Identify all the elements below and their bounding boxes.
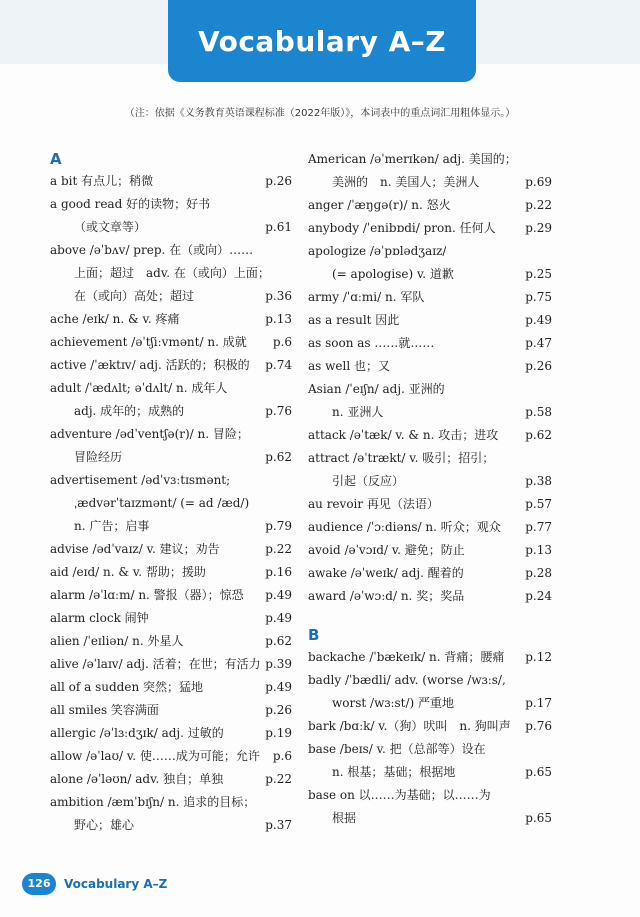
section-letter: B bbox=[308, 626, 320, 644]
page-ref: p.26 bbox=[265, 174, 292, 188]
vocab-entry bbox=[50, 722, 292, 745]
vocab-entry bbox=[50, 308, 292, 331]
vocab-entry bbox=[50, 170, 292, 193]
page-ref: p.19 bbox=[265, 726, 292, 740]
page-ref: p.17 bbox=[525, 696, 552, 710]
entry-text: anger /ˈæŋɡə(r)/ n. 怒火 bbox=[308, 198, 451, 212]
vocab-entry bbox=[50, 768, 292, 791]
page-ref: p.13 bbox=[265, 312, 292, 326]
entry-continuation bbox=[50, 216, 292, 239]
entry-continuation bbox=[50, 814, 292, 837]
page-ref: p.79 bbox=[265, 519, 292, 533]
vocab-entry bbox=[308, 240, 552, 263]
section-gap bbox=[308, 608, 552, 624]
entry-continuation bbox=[308, 401, 552, 424]
vocab-entry bbox=[308, 148, 552, 171]
entry-text: as a result 因此 bbox=[308, 313, 400, 327]
vocab-entry bbox=[308, 669, 552, 692]
page-ref: p.13 bbox=[525, 543, 552, 557]
vocab-entry bbox=[308, 738, 552, 761]
entry-text: audience /ˈɔːdiəns/ n. 听众；观众 bbox=[308, 520, 501, 534]
entry-text: 美洲的 n. 美国人；美洲人 bbox=[332, 175, 480, 189]
vocab-entry bbox=[308, 378, 552, 401]
page-ref bbox=[548, 240, 552, 263]
left-column bbox=[50, 148, 292, 837]
page-ref: p.65 bbox=[525, 765, 552, 779]
vocab-entry bbox=[308, 424, 552, 447]
page-ref: p.57 bbox=[525, 497, 552, 511]
vocab-entry bbox=[50, 561, 292, 584]
entry-text: adult /ˈædʌlt; əˈdʌlt/ n. 成年人 bbox=[50, 381, 228, 395]
entry-text: adj. 成年的；成熟的 bbox=[74, 404, 185, 418]
page-ref bbox=[288, 262, 292, 285]
page-ref: p.37 bbox=[265, 818, 292, 832]
entry-text: ambition /æmˈbɪʃn/ n. 追求的目标； bbox=[50, 795, 256, 809]
entry-continuation bbox=[50, 262, 292, 285]
entry-text: awake /əˈweɪk/ adj. 醒着的 bbox=[308, 566, 464, 580]
page-ref: p.75 bbox=[525, 290, 552, 304]
vocab-entry bbox=[50, 239, 292, 262]
entry-text: as well 也；又 bbox=[308, 359, 390, 373]
entry-text: n. 广告；启事 bbox=[74, 519, 150, 533]
section-letter: A bbox=[50, 150, 62, 168]
vocab-entry bbox=[308, 286, 552, 309]
vocab-entry bbox=[50, 745, 292, 768]
vocab-entry bbox=[50, 699, 292, 722]
entry-text: badly /ˈbædli/ adv. (worse /wɜːs/, bbox=[308, 673, 506, 687]
entry-text: attack /əˈtæk/ v. & n. 攻击；进攻 bbox=[308, 428, 499, 442]
entry-text: 根据 bbox=[332, 811, 357, 825]
page-ref: p.38 bbox=[525, 474, 552, 488]
entry-text: active /ˈæktɪv/ adj. 活跃的；积极的 bbox=[50, 358, 250, 372]
entry-text: au revoir 再见（法语） bbox=[308, 497, 439, 511]
page-ref: p.6 bbox=[272, 335, 292, 349]
page-ref bbox=[288, 469, 292, 492]
page-ref: p.61 bbox=[265, 220, 292, 234]
entry-text: worst /wɜːst/) 严重地 bbox=[332, 696, 455, 710]
entry-text: all smiles 笑容满面 bbox=[50, 703, 159, 717]
page-ref: p.74 bbox=[265, 358, 292, 372]
page-ref: p.22 bbox=[525, 198, 552, 212]
vocab-entry bbox=[50, 469, 292, 492]
vocab-entry bbox=[308, 646, 552, 669]
page-ref: p.49 bbox=[265, 611, 292, 625]
vocab-entry bbox=[50, 607, 292, 630]
page-ref: p.49 bbox=[525, 313, 552, 327]
entry-text: apologize /əˈpɒlədʒaɪz/ bbox=[308, 244, 447, 258]
page-title: Vocabulary A–Z bbox=[197, 24, 447, 58]
entry-text: achievement /əˈtʃiːvmənt/ n. 成就 bbox=[50, 335, 247, 349]
entry-continuation bbox=[50, 400, 292, 423]
vocab-entry bbox=[308, 562, 552, 585]
vocab-entry bbox=[50, 584, 292, 607]
entry-text: base /beɪs/ v. 把（总部等）设在 bbox=[308, 742, 486, 756]
footer bbox=[22, 873, 167, 895]
entry-text: ache /eɪk/ n. & v. 疼痛 bbox=[50, 312, 180, 326]
entry-text: 上面；超过 adv. 在（或向）上面； bbox=[74, 266, 270, 280]
vocab-entry bbox=[308, 309, 552, 332]
entry-text: allow /əˈlaʊ/ v. 使……成为可能；允许 bbox=[50, 749, 260, 763]
entry-text: 在（或向）高处；超过 bbox=[74, 289, 195, 303]
vocab-entry bbox=[308, 332, 552, 355]
page-ref bbox=[548, 148, 552, 171]
vocab-entry bbox=[308, 194, 552, 217]
entry-text: aid /eɪd/ n. & v. 帮助；援助 bbox=[50, 565, 206, 579]
entry-text: alarm clock 闹钟 bbox=[50, 611, 149, 625]
page-ref: p.49 bbox=[265, 588, 292, 602]
page-ref: p.16 bbox=[265, 565, 292, 579]
entry-text: alarm /əˈlɑːm/ n. 警报（器）；惊恐 bbox=[50, 588, 244, 602]
note-text: （注：依据《义务教育英语课程标准（2022年版）》，本词表中的重点词汇用粗体显示。） bbox=[124, 108, 516, 119]
page-ref: p.26 bbox=[525, 359, 552, 373]
vocab-entry bbox=[308, 585, 552, 608]
entry-text: allergic /əˈlɜːdʒɪk/ adj. 过敏的 bbox=[50, 726, 224, 740]
entry-text: 引起（反应） bbox=[332, 474, 405, 488]
vocab-entry bbox=[50, 354, 292, 377]
page-ref: p.62 bbox=[525, 428, 552, 442]
vocab-entry bbox=[308, 355, 552, 378]
entry-text: avoid /əˈvɔɪd/ v. 避免；防止 bbox=[308, 543, 465, 557]
entry-text: ˌædvərˈtaɪzmənt/ (= ad /æd/) bbox=[74, 496, 250, 510]
entry-text: a bit 有点儿；稍微 bbox=[50, 174, 154, 188]
page-ref: p.58 bbox=[525, 405, 552, 419]
vocab-entry bbox=[308, 516, 552, 539]
vocab-entry bbox=[50, 653, 292, 676]
vocab-entry bbox=[308, 217, 552, 240]
entry-text: advise /ədˈvaɪz/ v. 建议；劝告 bbox=[50, 542, 220, 556]
page-ref: p.24 bbox=[525, 589, 552, 603]
page-ref: p.39 bbox=[265, 657, 292, 671]
entry-text: 冒险经历 bbox=[74, 450, 123, 464]
entry-continuation bbox=[308, 470, 552, 493]
page-ref bbox=[288, 239, 292, 262]
entry-continuation bbox=[50, 285, 292, 308]
entry-text: Asian /ˈeɪʃn/ adj. 亚洲的 bbox=[308, 382, 445, 396]
entry-continuation bbox=[308, 692, 552, 715]
entry-text: bark /bɑːk/ v.（狗）吠叫 n. 狗叫声 bbox=[308, 719, 511, 733]
vocab-entry bbox=[50, 377, 292, 400]
entry-text: award /əˈwɔːd/ n. 奖；奖品 bbox=[308, 589, 465, 603]
page-ref bbox=[548, 378, 552, 401]
page-ref: p.49 bbox=[265, 680, 292, 694]
page-ref: p.62 bbox=[265, 634, 292, 648]
entry-text: （或文章等） bbox=[74, 220, 147, 234]
page-ref bbox=[548, 784, 552, 807]
page-ref: p.22 bbox=[265, 772, 292, 786]
entry-continuation bbox=[50, 446, 292, 469]
page-ref bbox=[548, 738, 552, 761]
entry-text: anybody /ˈenibɒdi/ pron. 任何人 bbox=[308, 221, 496, 235]
page-ref: p.12 bbox=[525, 650, 552, 664]
entry-continuation bbox=[308, 263, 552, 286]
vocab-entry bbox=[50, 630, 292, 653]
page-ref bbox=[288, 423, 292, 446]
page-number-badge: 126 bbox=[22, 873, 56, 895]
page-ref: p.77 bbox=[525, 520, 552, 534]
entry-continuation bbox=[50, 492, 292, 515]
page-ref bbox=[548, 669, 552, 692]
vocab-entry bbox=[308, 447, 552, 470]
entry-text: a good read 好的读物；好书 bbox=[50, 197, 211, 211]
entry-continuation bbox=[308, 807, 552, 830]
page-ref: p.22 bbox=[265, 542, 292, 556]
title-banner bbox=[168, 0, 476, 82]
vocab-entry bbox=[308, 784, 552, 807]
vocab-entry bbox=[308, 539, 552, 562]
entry-text: n. 亚洲人 bbox=[332, 405, 384, 419]
page-ref bbox=[288, 193, 292, 216]
entry-text: above /əˈbʌv/ prep. 在（或向）…… bbox=[50, 243, 254, 257]
entry-text: American /əˈmerɪkən/ adj. 美国的； bbox=[308, 152, 517, 166]
page-ref: p.76 bbox=[525, 719, 552, 733]
page-ref: p.36 bbox=[265, 289, 292, 303]
entry-text: as soon as ……就…… bbox=[308, 336, 435, 350]
page-ref bbox=[288, 492, 292, 515]
page-ref bbox=[548, 447, 552, 470]
entry-text: n. 根基；基础；根据地 bbox=[332, 765, 456, 779]
vocab-entry bbox=[308, 493, 552, 516]
vocab-entry bbox=[308, 715, 552, 738]
page-ref: p.6 bbox=[272, 749, 292, 763]
page-ref: p.65 bbox=[525, 811, 552, 825]
entry-text: alien /ˈeɪliən/ n. 外星人 bbox=[50, 634, 184, 648]
page-ref: p.25 bbox=[525, 267, 552, 281]
vocab-entry bbox=[50, 676, 292, 699]
vocab-entry bbox=[50, 791, 292, 814]
page-ref: p.28 bbox=[525, 566, 552, 580]
vocab-entry bbox=[50, 538, 292, 561]
entry-text: alone /əˈləʊn/ adv. 独自；单独 bbox=[50, 772, 224, 786]
entry-text: all of a sudden 突然；猛地 bbox=[50, 680, 203, 694]
entry-text: backache /ˈbækeɪk/ n. 背痛；腰痛 bbox=[308, 650, 505, 664]
entry-text: base on 以……为基础；以……为 bbox=[308, 788, 491, 802]
entry-continuation bbox=[308, 761, 552, 784]
vocab-entry bbox=[50, 331, 292, 354]
vocab-entry bbox=[50, 193, 292, 216]
entry-continuation bbox=[308, 171, 552, 194]
page-ref: p.29 bbox=[525, 221, 552, 235]
entry-text: army /ˈɑːmi/ n. 军队 bbox=[308, 290, 425, 304]
right-column bbox=[308, 148, 552, 830]
entry-text: 野心；雄心 bbox=[74, 818, 135, 832]
entry-text: advertisement /ədˈvɜːtɪsmənt; bbox=[50, 473, 231, 487]
entry-text: attract /əˈtrækt/ v. 吸引；招引； bbox=[308, 451, 495, 465]
entry-text: (= apologise) v. 道歉 bbox=[332, 267, 454, 281]
entry-continuation bbox=[50, 515, 292, 538]
page-ref: p.47 bbox=[525, 336, 552, 350]
page-ref bbox=[288, 791, 292, 814]
entry-text: alive /əˈlaɪv/ adj. 活着；在世；有活力 bbox=[50, 657, 261, 671]
page-ref bbox=[288, 377, 292, 400]
entry-text: adventure /ədˈventʃə(r)/ n. 冒险； bbox=[50, 427, 249, 441]
footer-label: Vocabulary A–Z bbox=[64, 877, 168, 891]
page-ref: p.26 bbox=[265, 703, 292, 717]
page-ref: p.62 bbox=[265, 450, 292, 464]
vocab-entry bbox=[50, 423, 292, 446]
page-ref: p.76 bbox=[265, 404, 292, 418]
page-ref: p.69 bbox=[525, 175, 552, 189]
